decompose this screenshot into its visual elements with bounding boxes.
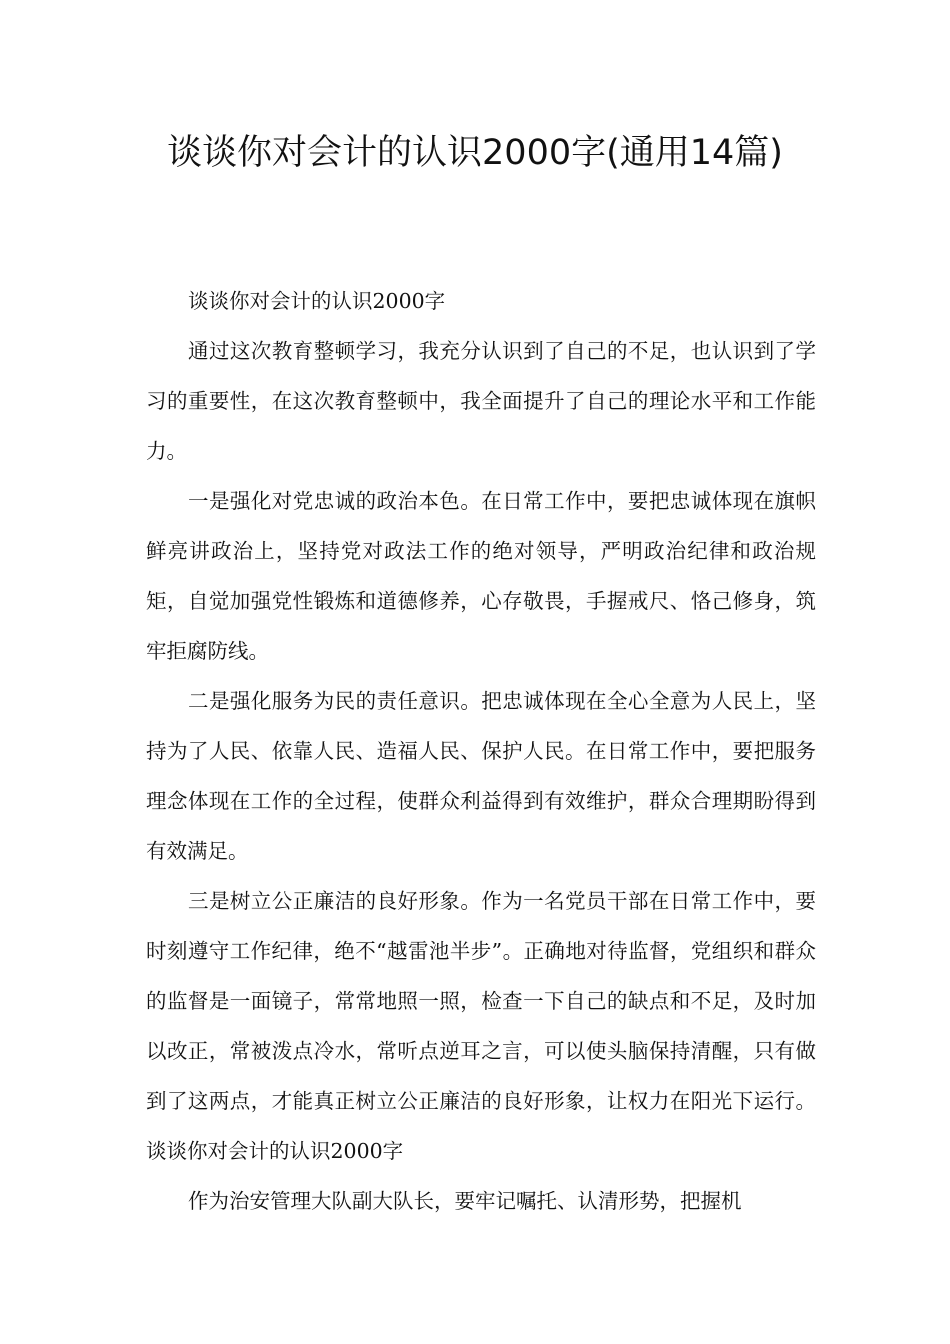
paragraph: 作为治安管理大队副大队长，要牢记嘱托、认清形势，把握机 — [188, 1189, 742, 1213]
document-title: 谈谈你对会计的认识2000字(通用14篇) — [167, 133, 783, 173]
paragraph: 通过这次教育整顿学习，我充分认识到了自己的不足，也认识到了学习的重要性，在这次教育整顿中，我全面提升了自己的理论水平和工作能力。 — [146, 339, 816, 463]
paragraph: 三是树立公正廉洁的良好形象。作为一名党员干部在日常工作中，要时刻遵守工作纪律，绝不“越雷池半步”。正确地对待监督，党组织和群众的监督是一面镜子，常常地照一照，检查一下自己的缺点和不足，及时加以改正，常被泼点冷水，常听点逆耳之言，可以使头脑保持清醒，只有做到了这两点，才能真正树立公正廉洁的良好形象，让权力在阳光下运行。谈谈你对会计的认识2000字 — [146, 889, 816, 1163]
paragraph: 一是强化对党忠诚的政治本色。在日常工作中，要把忠诚体现在旗帜鲜亮讲政治上，坚持党对政法工作的绝对领导，严明政治纪律和政治规矩，自觉加强党性锻炼和道德修养，心存敬畏，手握戒尺、恪己修身，筑牢拒腐防线。 — [146, 489, 816, 663]
paragraph: 谈谈你对会计的认识2000字 — [188, 289, 446, 313]
document-body — [146, 276, 816, 1226]
paragraph: 二是强化服务为民的责任意识。把忠诚体现在全心全意为人民上，坚持为了人民、依靠人民、造福人民、保护人民。在日常工作中，要把服务理念体现在工作的全过程，使群众利益得到有效维护，群众合理期盼得到有效满足。 — [146, 689, 816, 863]
